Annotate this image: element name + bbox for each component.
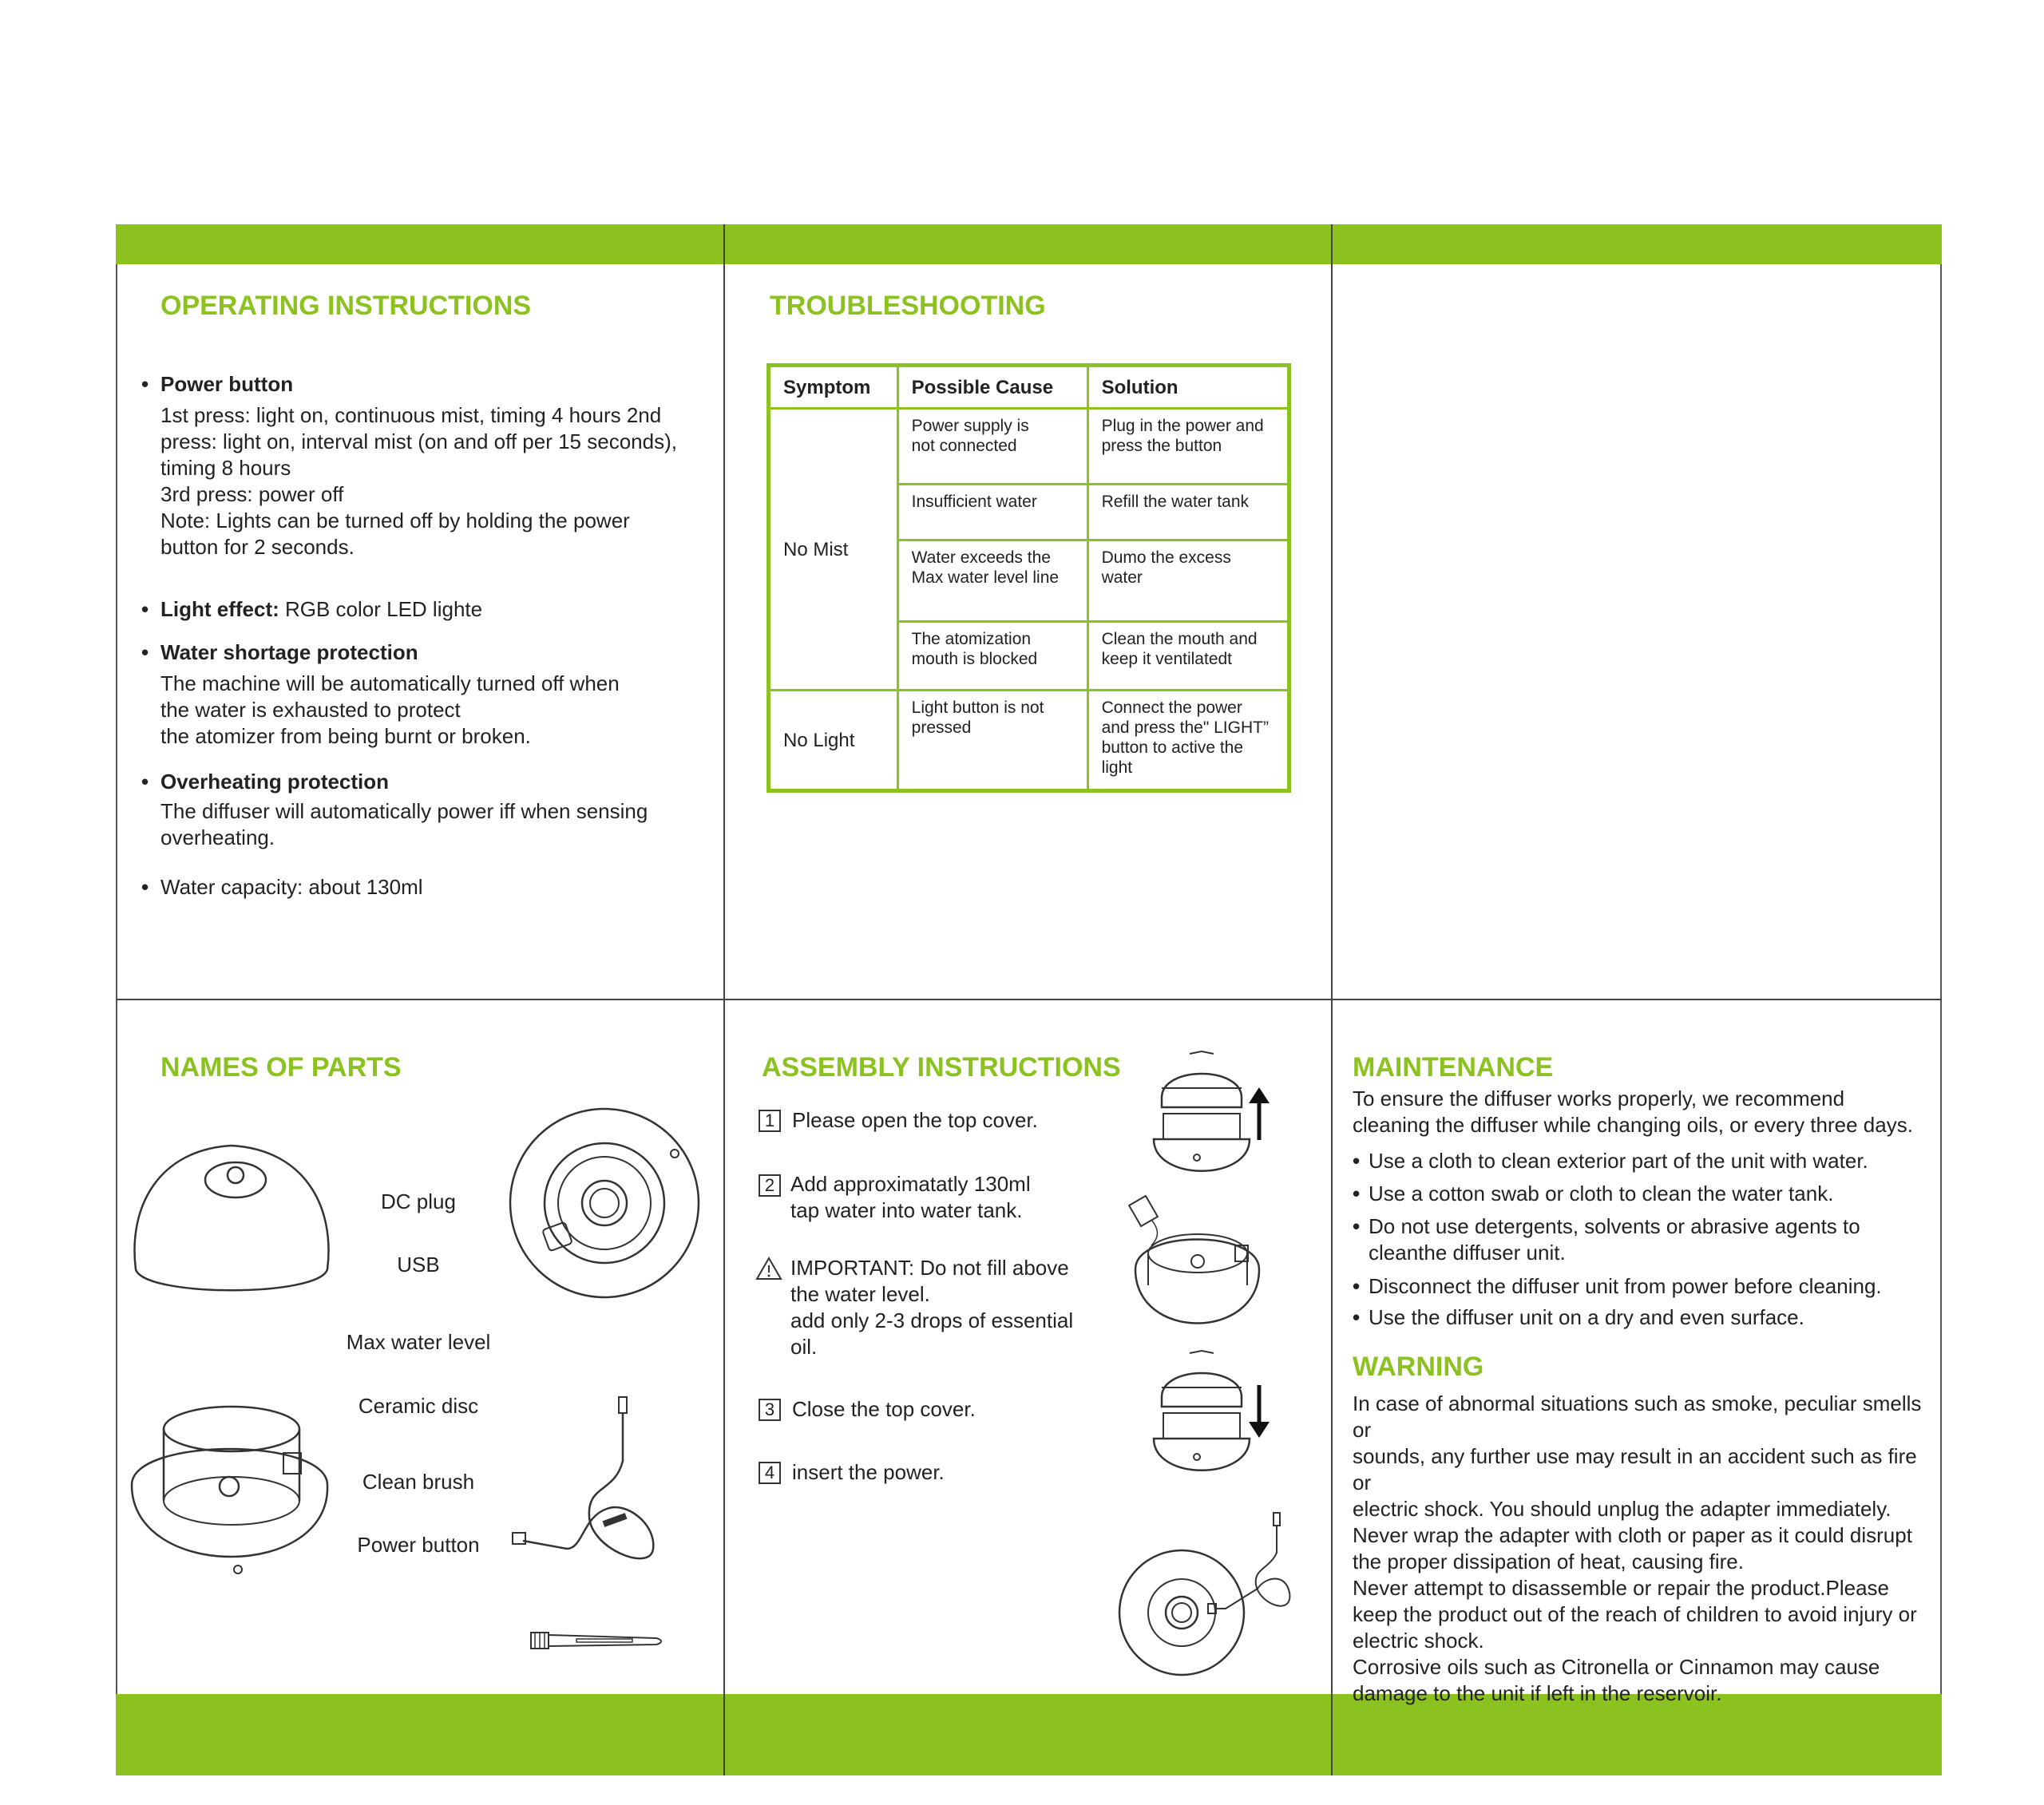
water-shortage-section: • Water shortage protection The machine will be automatically turned off when the water is exhausted to protect the atomizer from being burnt or broken. xyxy=(160,639,703,750)
solution-cell: Refill the water tank xyxy=(1087,485,1289,540)
top-green-band xyxy=(116,224,1942,264)
solution-cell: Plug in the power and press the button xyxy=(1087,409,1289,485)
assembly-important xyxy=(755,1255,1091,1360)
header-cause: Possible Cause xyxy=(897,366,1087,409)
label-clean-brush: Clean brush xyxy=(362,1470,475,1494)
step-text: Close the top cover. xyxy=(792,1397,976,1421)
clean-brush-drawing xyxy=(529,1629,664,1653)
row-divider xyxy=(116,999,1942,1000)
maintenance-item: • Use a cloth to clean exterior part of the unit with water. xyxy=(1353,1149,1868,1173)
diffuser-base-drawing xyxy=(128,1389,335,1581)
warning-triangle-icon xyxy=(755,1257,782,1281)
water-shortage-text: The machine will be automatically turned off when the water is exhausted to protect the atomizer from being burnt or broken. xyxy=(160,671,620,748)
cause-cell: Water exceeds the Max water level line xyxy=(897,540,1087,622)
troubleshooting-title: TROUBLESHOOTING xyxy=(770,291,1046,321)
table-row xyxy=(769,691,1289,791)
maintenance-item: • Disconnect the diffuser unit from power before cleaning. xyxy=(1353,1274,1882,1298)
label-power-button: Power button xyxy=(357,1533,480,1557)
step-text: Add approximatatly 130ml tap water into water tank. xyxy=(790,1172,1031,1222)
cause-cell: Insufficient water xyxy=(897,485,1087,540)
diffuser-top-cover-drawing xyxy=(128,1110,335,1317)
overheating-section: • Overheating protection The diffuser will automatically power iff when sensing overheating. xyxy=(160,769,703,851)
usb-cable-drawing xyxy=(511,1397,663,1581)
overheating-title: Overheating protection xyxy=(160,770,390,794)
insert-power-drawing xyxy=(1114,1513,1297,1676)
light-effect-text: RGB color LED lighte xyxy=(279,597,483,621)
label-usb: USB xyxy=(397,1253,440,1277)
header-symptom: Symptom xyxy=(769,366,898,409)
step-number: 2 xyxy=(759,1174,781,1197)
cause-cell: The atomization mouth is blocked xyxy=(897,622,1087,691)
assembly-step-4 xyxy=(759,1459,945,1486)
power-button-section: • Power button 1st press: light on, continuous mist, timing 4 hours 2nd press: light on, interval mist (on and off per 15 seconds), timing 8 hours 3rd press: power off Note: Lights can be turned off by holding the power button for 2 seconds. xyxy=(160,371,703,560)
assembly-title: ASSEMBLY INSTRUCTIONS xyxy=(762,1052,1121,1083)
capacity-section: • Water capacity: about 130ml xyxy=(141,875,423,899)
fill-water-drawing xyxy=(1127,1197,1271,1333)
light-effect-section: • Light effect: RGB color LED lighte xyxy=(141,597,483,621)
step-number: 4 xyxy=(759,1462,781,1484)
light-effect-title: Light effect: xyxy=(160,597,279,621)
warning-text: In case of abnormal situations such as smoke, peculiar smells or sounds, any further use may result in an accident such as fire or electric shock. You should unplug the adapter immediately. Never wrap the adapter with cloth or paper as it could disrupt the proper dissipation of heat, causing fire. Never attempt to disassemble or repair the product.Please keep the product out of the reach of children to avoid injury or electric shock. Corrosive oils such as Citronella or Cinnamon may cause damage to the unit if left in the reservoir. xyxy=(1353,1391,1922,1705)
cause-cell: Power supply is not connected xyxy=(897,409,1087,485)
diffuser-top-view-drawing xyxy=(507,1106,703,1301)
water-shortage-title: Water shortage protection xyxy=(160,640,418,664)
step-number: 1 xyxy=(759,1110,781,1132)
step-text: Please open the top cover. xyxy=(792,1108,1038,1132)
assembly-step-2 xyxy=(759,1171,1078,1224)
table-row xyxy=(769,409,1289,485)
cause-cell: Light button is not pressed xyxy=(897,691,1087,791)
capacity-text: Water capacity: about 130ml xyxy=(160,875,423,899)
header-solution: Solution xyxy=(1087,366,1289,409)
assembly-step-3 xyxy=(759,1396,976,1423)
solution-cell: Connect the power and press the" LIGHT” button to active the light xyxy=(1087,691,1289,791)
table-header-row xyxy=(769,366,1289,409)
warning-title: WARNING xyxy=(1353,1352,1484,1382)
label-dc-plug: DC plug xyxy=(381,1189,456,1213)
maintenance-title: MAINTENANCE xyxy=(1353,1052,1554,1083)
maintenance-item: • Use a cotton swab or cloth to clean the water tank. xyxy=(1353,1182,1834,1205)
power-button-text: 1st press: light on, continuous mist, timing 4 hours 2nd press: light on, interval mist (on and off per 15 seconds), timing 8 hours 3rd press: power off Note: Lights can be turned off by holding the power button for 2 seconds. xyxy=(160,403,677,559)
step-text: insert the power. xyxy=(792,1460,945,1484)
solution-cell: Dumo the excess water xyxy=(1087,540,1289,622)
maintenance-item: • Use the diffuser unit on a dry and even surface. xyxy=(1353,1305,1804,1329)
label-ceramic-disc: Ceramic disc xyxy=(358,1394,479,1418)
overheating-text: The diffuser will automatically power iff when sensing overheating. xyxy=(160,799,648,849)
maintenance-item: • Do not use detergents, solvents or abrasive agents to cleanthe diffuser unit. xyxy=(1353,1214,1860,1265)
troubleshooting-table xyxy=(766,363,1291,793)
step-number: 3 xyxy=(759,1399,781,1421)
assembly-step-1 xyxy=(759,1107,1038,1134)
symptom-no-light: No Light xyxy=(769,691,898,791)
maintenance-intro: To ensure the diffuser works properly, we recommend cleaning the diffuser while changing oils, or every three days. xyxy=(1353,1087,1913,1137)
label-max-water-level: Max water level xyxy=(346,1330,491,1354)
operating-title: OPERATING INSTRUCTIONS xyxy=(160,291,532,321)
arrow-up-icon xyxy=(1247,1086,1271,1142)
parts-title: NAMES OF PARTS xyxy=(160,1052,402,1083)
arrow-down-icon xyxy=(1247,1383,1271,1439)
solution-cell: Clean the mouth and keep it ventilatedt xyxy=(1087,622,1289,691)
important-text: IMPORTANT: Do not fill above the water level. add only 2-3 drops of essential oil. xyxy=(790,1256,1074,1359)
power-button-title: Power button xyxy=(160,372,294,396)
symptom-no-mist: No Mist xyxy=(769,409,898,691)
